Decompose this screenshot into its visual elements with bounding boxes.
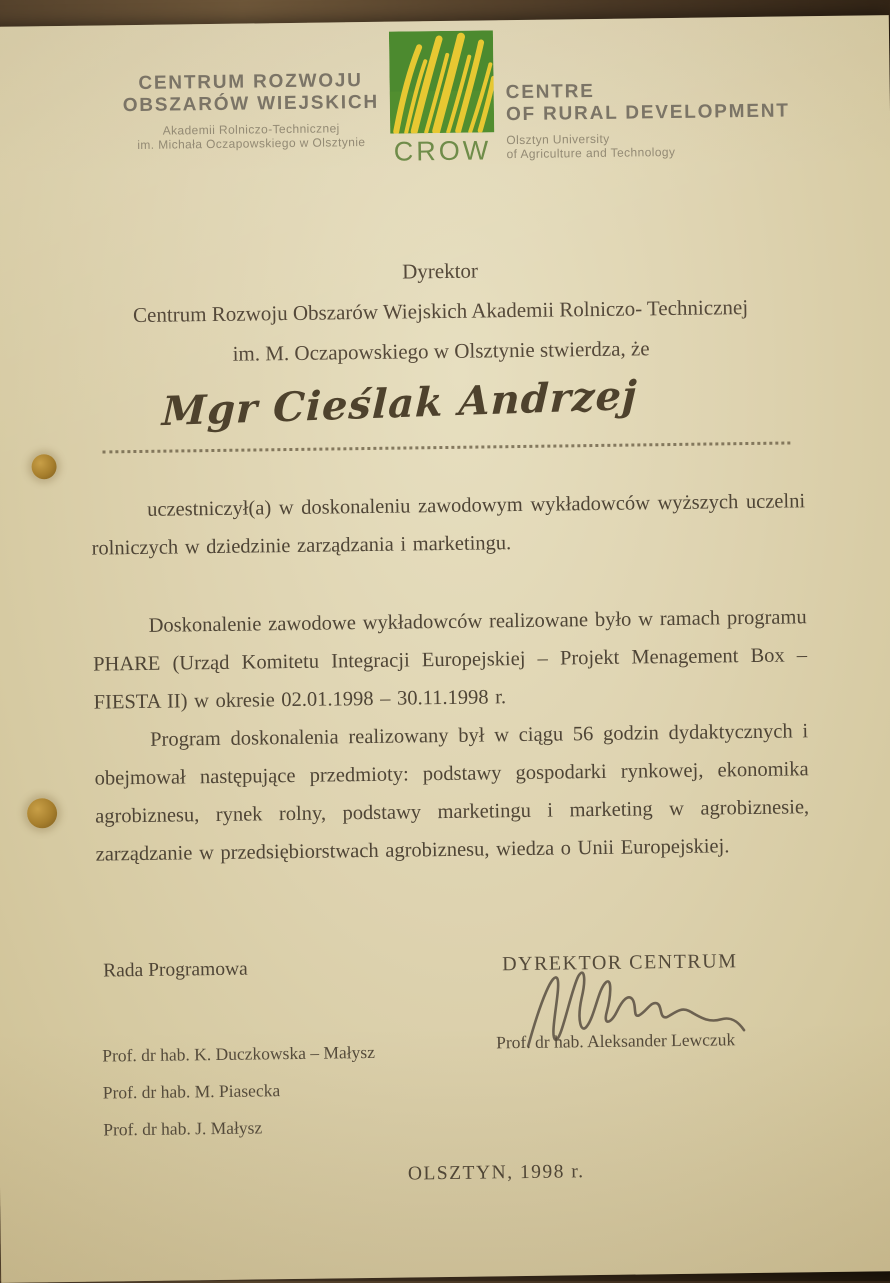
director-heading: DYREKTOR CENTRUM	[501, 950, 738, 976]
council-members-list	[102, 1042, 376, 1157]
name-dotted-line	[102, 441, 790, 453]
org-name-en-line1: CENTRE	[505, 80, 595, 104]
statement-line-confirms: im. M. Oczapowskiego w Olsztynie stwierdza, że	[232, 336, 650, 366]
letterhead-left-block	[113, 70, 388, 153]
recipient-name-handwritten: Mgr Cieślak Andrzej	[161, 371, 639, 436]
place-and-date: OLSZTYN, 1998 r.	[407, 1161, 585, 1185]
logo-acronym-text: CROW	[393, 135, 492, 167]
statement-block	[0, 253, 890, 385]
paragraph-program-content: Program doskonalenia realizowany był w ciągu 56 godzin dydaktycznych i obejmował następujące przedmioty: podstawy gospodarki rynkowej, ekonomika agrobiznesu, rynek rolny, podstawy marketingu i marketing w agrobiznesie, zarządzanie w przedsiębiorstwach agrobiznesu, wiedza o Unii Europejskiej.	[94, 720, 810, 866]
grass-logo-icon	[389, 30, 494, 133]
brass-fastener-icon	[27, 798, 57, 828]
statement-line-centre: Centrum Rozwoju Obszarów Wiejskich Akademii Rolniczo- Technicznej	[132, 295, 749, 328]
paragraph-phare-program: Doskonalenie zawodowe wykładowców realizowane było w ramach programu PHARE (Urząd Komitetu Integracji Europejskiej – Projekt Menagement Box – FIESTA II) w okresie 02.01.1998 – 30.11.1998 r.	[93, 606, 808, 714]
certificate-paper	[0, 15, 890, 1283]
org-sub-pl-line1: Akademii Rolniczo-Technicznej	[162, 121, 340, 138]
org-name-pl-line2: OBSZARÓW WIEJSKICH	[122, 91, 380, 117]
director-name: Prof. dr hab. Aleksander Lewczuk	[496, 1029, 736, 1053]
council-member: Prof. dr hab. M. Piasecka	[102, 1080, 281, 1103]
org-name-pl-line1: CENTRUM ROZWOJU	[138, 70, 363, 94]
letterhead-right-block	[506, 78, 797, 161]
council-member: Prof. dr hab. J. Małysz	[103, 1117, 263, 1140]
council-heading: Rada Programowa	[103, 958, 248, 982]
statement-line-dyrektor: Dyrektor	[401, 258, 479, 284]
org-name-en-line2: OF RURAL DEVELOPMENT	[505, 100, 790, 126]
org-sub-pl-line2: im. Michała Oczapowskiego w Olsztynie	[137, 134, 366, 152]
crow-logo	[389, 30, 495, 167]
certificate-body	[91, 482, 810, 873]
council-member: Prof. dr hab. K. Duczkowska – Małysz	[102, 1041, 376, 1066]
brass-fastener-icon	[31, 454, 56, 479]
org-sub-en-line2: of Agriculture and Technology	[506, 144, 676, 162]
paragraph-participation: uczestniczył(a) w doskonaleniu zawodowym wykładowców wyższych uczelni rolniczych w dziedzinie zarządzania i marketingu.	[91, 490, 806, 560]
org-sub-en-line1: Olsztyn University	[506, 131, 610, 148]
